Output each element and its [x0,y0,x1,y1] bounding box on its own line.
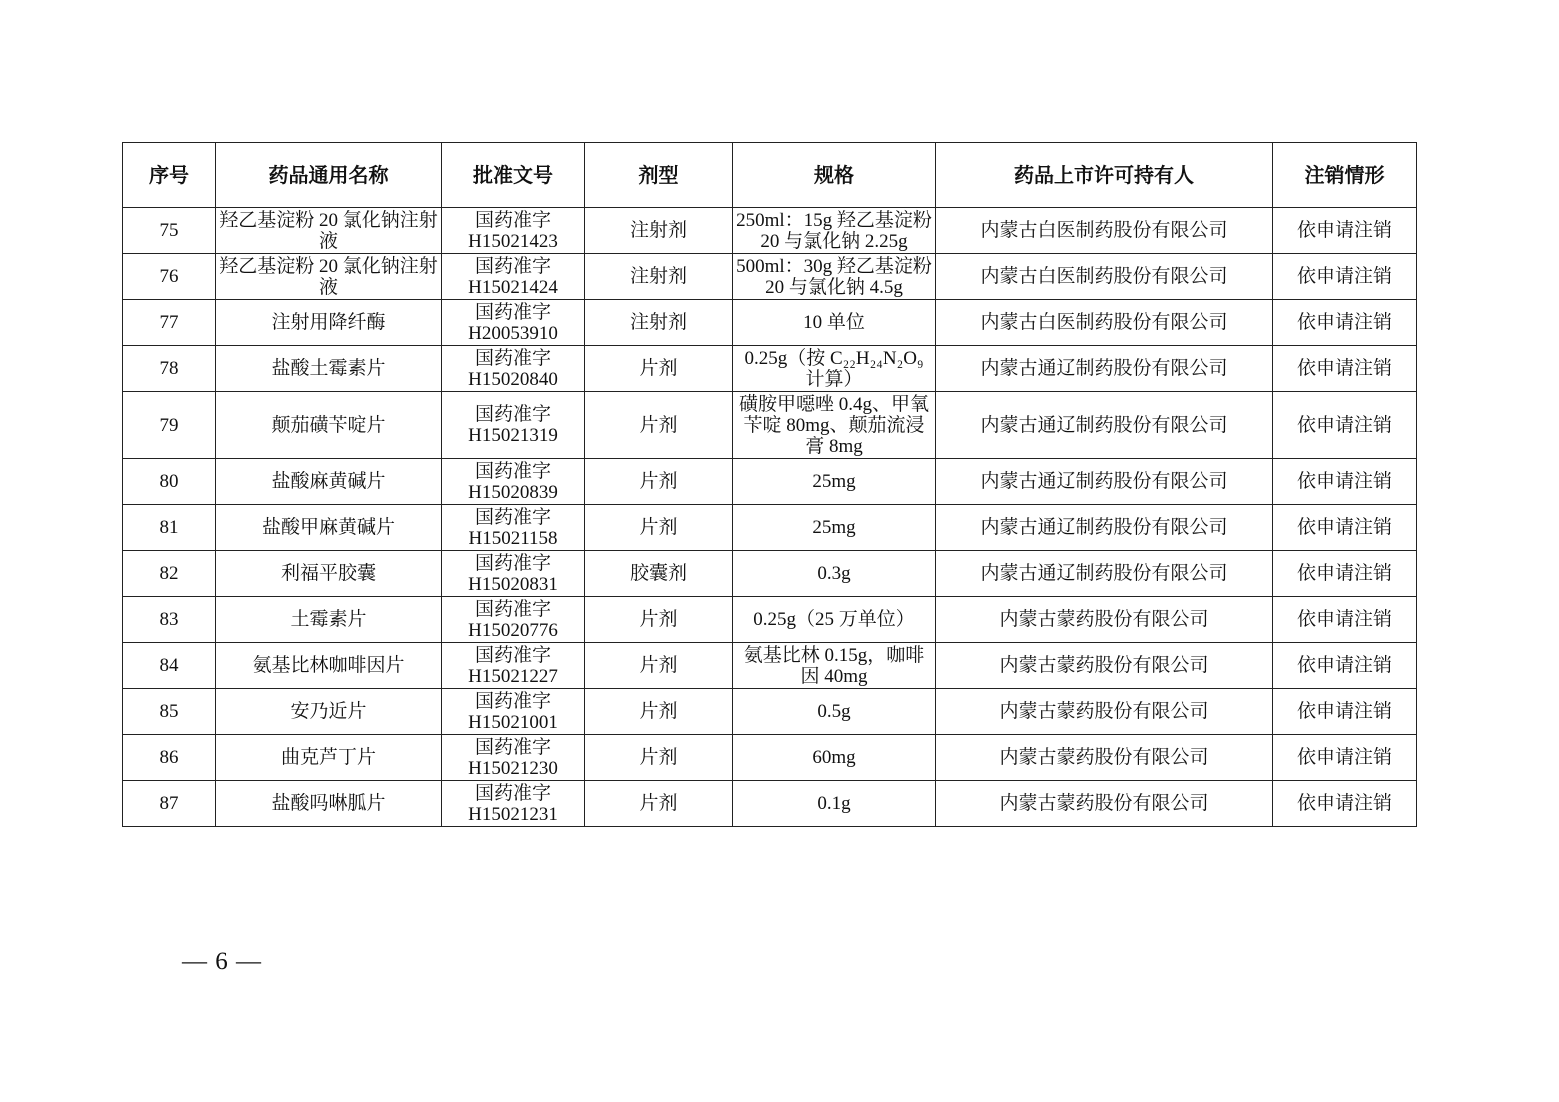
cell-license-holder: 内蒙古白医制药股份有限公司 [936,254,1273,300]
table-row [123,300,1417,346]
cell-approval-number: 国药准字 H15020831 [442,551,585,597]
cell-no: 78 [123,346,216,392]
cell-dosage-form: 注射剂 [585,208,733,254]
cell-license-holder: 内蒙古通辽制药股份有限公司 [936,551,1273,597]
cell-approval-number: 国药准字 H15020840 [442,346,585,392]
table-body [123,208,1417,827]
cell-license-holder: 内蒙古通辽制药股份有限公司 [936,459,1273,505]
drug-cancellation-table [122,142,1417,827]
cell-drug-name: 注射用降纤酶 [216,300,442,346]
cell-approval-number: 国药准字 H15021231 [442,781,585,827]
cell-no: 83 [123,597,216,643]
table-row [123,781,1417,827]
cell-approval-number: 国药准字 H15021423 [442,208,585,254]
cell-drug-name: 羟乙基淀粉 20 氯化钠注射液 [216,208,442,254]
cell-specification: 0.25g（25 万单位） [733,597,936,643]
cell-license-holder: 内蒙古蒙药股份有限公司 [936,643,1273,689]
page-number: — 6 — [182,948,262,975]
header-drug-name: 药品通用名称 [216,143,442,208]
cell-dosage-form: 片剂 [585,643,733,689]
cell-no: 79 [123,392,216,459]
cell-dosage-form: 胶囊剂 [585,551,733,597]
cell-cancellation-reason: 依申请注销 [1273,551,1417,597]
cell-approval-number: 国药准字 H15021001 [442,689,585,735]
cell-drug-name: 安乃近片 [216,689,442,735]
cell-approval-number: 国药准字 H15020776 [442,597,585,643]
cell-license-holder: 内蒙古蒙药股份有限公司 [936,781,1273,827]
cell-cancellation-reason: 依申请注销 [1273,254,1417,300]
cell-dosage-form: 片剂 [585,735,733,781]
cell-specification: 氨基比林 0.15g，咖啡因 40mg [733,643,936,689]
cell-specification: 0.3g [733,551,936,597]
table-header-row [123,143,1417,208]
header-specification: 规格 [733,143,936,208]
cell-drug-name: 氨基比林咖啡因片 [216,643,442,689]
cell-drug-name: 盐酸甲麻黄碱片 [216,505,442,551]
cell-no: 81 [123,505,216,551]
cell-cancellation-reason: 依申请注销 [1273,781,1417,827]
header-dosage-form: 剂型 [585,143,733,208]
cell-dosage-form: 注射剂 [585,254,733,300]
cell-specification: 0.1g [733,781,936,827]
cell-cancellation-reason: 依申请注销 [1273,459,1417,505]
cell-license-holder: 内蒙古白医制药股份有限公司 [936,208,1273,254]
cell-approval-number: 国药准字 H20053910 [442,300,585,346]
cell-drug-name: 土霉素片 [216,597,442,643]
table-row [123,208,1417,254]
cell-license-holder: 内蒙古蒙药股份有限公司 [936,597,1273,643]
table-row [123,689,1417,735]
table-row [123,643,1417,689]
cell-dosage-form: 片剂 [585,346,733,392]
cell-specification: 60mg [733,735,936,781]
table-row [123,551,1417,597]
cell-license-holder: 内蒙古通辽制药股份有限公司 [936,346,1273,392]
cell-no: 86 [123,735,216,781]
table-row [123,459,1417,505]
cell-no: 87 [123,781,216,827]
cell-approval-number: 国药准字 H15021319 [442,392,585,459]
cell-specification: 25mg [733,459,936,505]
cell-drug-name: 曲克芦丁片 [216,735,442,781]
cell-dosage-form: 片剂 [585,505,733,551]
cell-dosage-form: 注射剂 [585,300,733,346]
table-row [123,597,1417,643]
header-cancellation-reason: 注销情形 [1273,143,1417,208]
table-row [123,735,1417,781]
cell-dosage-form: 片剂 [585,392,733,459]
cell-cancellation-reason: 依申请注销 [1273,597,1417,643]
cell-license-holder: 内蒙古蒙药股份有限公司 [936,735,1273,781]
cell-cancellation-reason: 依申请注销 [1273,505,1417,551]
cell-no: 76 [123,254,216,300]
cell-specification: 25mg [733,505,936,551]
cell-dosage-form: 片剂 [585,459,733,505]
cell-cancellation-reason: 依申请注销 [1273,208,1417,254]
cell-approval-number: 国药准字 H15021230 [442,735,585,781]
cell-no: 82 [123,551,216,597]
cell-specification: 250ml：15g 羟乙基淀粉 20 与氯化钠 2.25g [733,208,936,254]
cell-cancellation-reason: 依申请注销 [1273,392,1417,459]
cell-cancellation-reason: 依申请注销 [1273,300,1417,346]
cell-no: 75 [123,208,216,254]
table-row [123,392,1417,459]
table-row [123,505,1417,551]
table-row [123,346,1417,392]
cell-cancellation-reason: 依申请注销 [1273,735,1417,781]
cell-drug-name: 颠茄磺苄啶片 [216,392,442,459]
cell-cancellation-reason: 依申请注销 [1273,346,1417,392]
cell-specification: 0.25g（按 C₂₂H₂₄N₂O₉ 计算） [733,346,936,392]
cell-drug-name: 盐酸麻黄碱片 [216,459,442,505]
cell-dosage-form: 片剂 [585,689,733,735]
cell-dosage-form: 片剂 [585,597,733,643]
cell-license-holder: 内蒙古通辽制药股份有限公司 [936,392,1273,459]
cell-specification: 0.5g [733,689,936,735]
cell-drug-name: 利福平胶囊 [216,551,442,597]
cell-no: 80 [123,459,216,505]
cell-license-holder: 内蒙古白医制药股份有限公司 [936,300,1273,346]
cell-approval-number: 国药准字 H15021424 [442,254,585,300]
cell-license-holder: 内蒙古蒙药股份有限公司 [936,689,1273,735]
cell-drug-name: 盐酸土霉素片 [216,346,442,392]
cell-specification: 500ml：30g 羟乙基淀粉 20 与氯化钠 4.5g [733,254,936,300]
cell-no: 77 [123,300,216,346]
cell-no: 84 [123,643,216,689]
cell-cancellation-reason: 依申请注销 [1273,689,1417,735]
cell-drug-name: 盐酸吗啉胍片 [216,781,442,827]
cell-approval-number: 国药准字 H15021158 [442,505,585,551]
cell-drug-name: 羟乙基淀粉 20 氯化钠注射液 [216,254,442,300]
cell-approval-number: 国药准字 H15021227 [442,643,585,689]
header-approval-number: 批准文号 [442,143,585,208]
cell-specification: 10 单位 [733,300,936,346]
cell-approval-number: 国药准字 H15020839 [442,459,585,505]
cell-license-holder: 内蒙古通辽制药股份有限公司 [936,505,1273,551]
cell-specification: 磺胺甲噁唑 0.4g、甲氧苄啶 80mg、颠茄流浸膏 8mg [733,392,936,459]
cell-cancellation-reason: 依申请注销 [1273,643,1417,689]
cell-no: 85 [123,689,216,735]
table-row [123,254,1417,300]
header-license-holder: 药品上市许可持有人 [936,143,1273,208]
header-no: 序号 [123,143,216,208]
cell-dosage-form: 片剂 [585,781,733,827]
